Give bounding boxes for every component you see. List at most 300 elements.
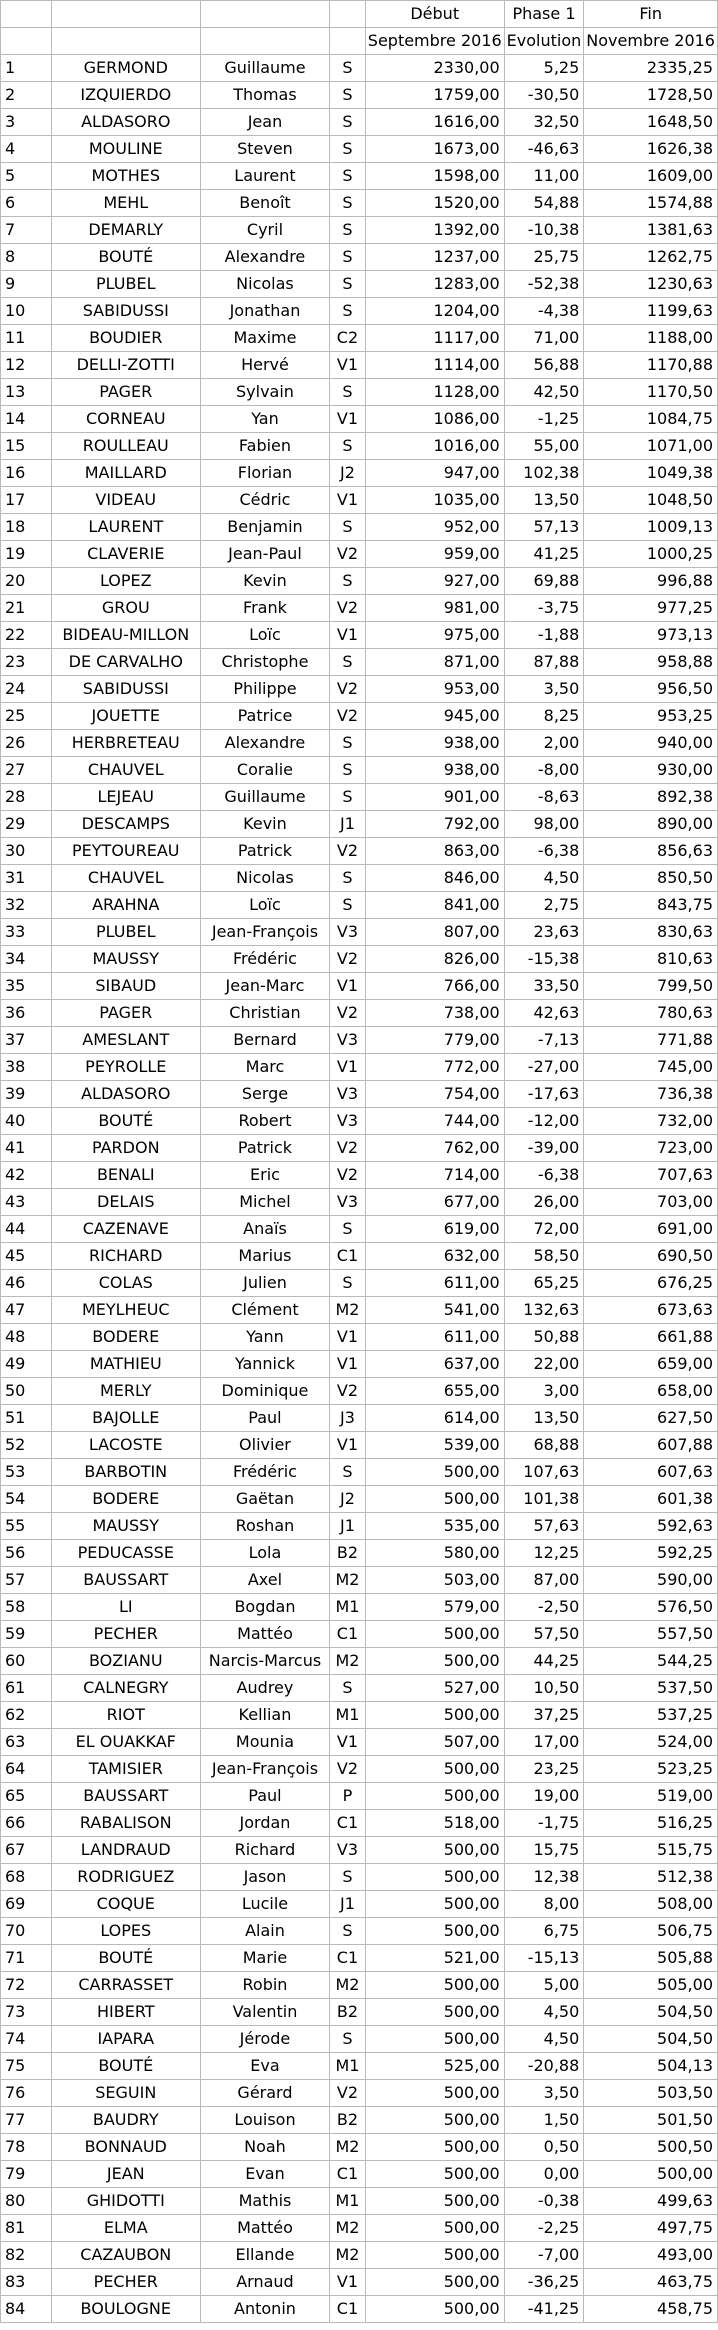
evolution-value-cell: 3,50 xyxy=(504,676,584,703)
firstname-cell: Serge xyxy=(200,1081,329,1108)
start-value-cell: 500,00 xyxy=(365,2242,504,2269)
end-value-cell: 601,38 xyxy=(584,1486,718,1513)
lastname-cell: CARRASSET xyxy=(51,1972,200,1999)
category-cell: V3 xyxy=(330,919,366,946)
table-row xyxy=(1,919,718,946)
table-row xyxy=(1,1918,718,1945)
table-row xyxy=(1,1432,718,1459)
start-value-cell: 535,00 xyxy=(365,1513,504,1540)
evolution-value-cell: 13,50 xyxy=(504,487,584,514)
start-value-cell: 938,00 xyxy=(365,757,504,784)
firstname-cell: Lola xyxy=(200,1540,329,1567)
category-cell: S xyxy=(330,649,366,676)
rank-cell: 9 xyxy=(1,271,52,298)
evolution-value-cell: -7,00 xyxy=(504,2242,584,2269)
lastname-cell: PAGER xyxy=(51,1000,200,1027)
table-row xyxy=(1,1297,718,1324)
lastname-cell: DELLI-ZOTTI xyxy=(51,352,200,379)
table-row xyxy=(1,1513,718,1540)
category-cell: V3 xyxy=(330,1108,366,1135)
rank-cell: 17 xyxy=(1,487,52,514)
evolution-value-cell: -10,38 xyxy=(504,217,584,244)
category-cell: S xyxy=(330,568,366,595)
lastname-cell: COQUE xyxy=(51,1891,200,1918)
lastname-cell: PEYTOUREAU xyxy=(51,838,200,865)
end-value-cell: 557,50 xyxy=(584,1621,718,1648)
firstname-cell: Frank xyxy=(200,595,329,622)
firstname-cell: Marc xyxy=(200,1054,329,1081)
evolution-value-cell: 6,75 xyxy=(504,1918,584,1945)
evolution-value-cell: 57,63 xyxy=(504,1513,584,1540)
lastname-cell: BENALI xyxy=(51,1162,200,1189)
firstname-cell: Lucile xyxy=(200,1891,329,1918)
end-value-cell: 544,25 xyxy=(584,1648,718,1675)
category-cell: S xyxy=(330,1918,366,1945)
header-cell-category xyxy=(330,1,366,28)
firstname-cell: Jean-Marc xyxy=(200,973,329,1000)
category-cell: V2 xyxy=(330,1135,366,1162)
firstname-cell: Audrey xyxy=(200,1675,329,1702)
firstname-cell: Axel xyxy=(200,1567,329,1594)
end-value-cell: 973,13 xyxy=(584,622,718,649)
start-value-cell: 952,00 xyxy=(365,514,504,541)
firstname-cell: Patrice xyxy=(200,703,329,730)
lastname-cell: LAURENT xyxy=(51,514,200,541)
table-row xyxy=(1,271,718,298)
rank-cell: 29 xyxy=(1,811,52,838)
evolution-value-cell: -12,00 xyxy=(504,1108,584,1135)
end-value-cell: 519,00 xyxy=(584,1783,718,1810)
lastname-cell: PAGER xyxy=(51,379,200,406)
table-row xyxy=(1,1945,718,1972)
end-value-cell: 515,75 xyxy=(584,1837,718,1864)
firstname-cell: Paul xyxy=(200,1405,329,1432)
evolution-value-cell: -17,63 xyxy=(504,1081,584,1108)
end-value-cell: 673,63 xyxy=(584,1297,718,1324)
rank-cell: 39 xyxy=(1,1081,52,1108)
lastname-cell: SEGUIN xyxy=(51,2080,200,2107)
firstname-cell: Guillaume xyxy=(200,784,329,811)
category-cell: V1 xyxy=(330,1432,366,1459)
firstname-cell: Arnaud xyxy=(200,2269,329,2296)
rank-cell: 1 xyxy=(1,55,52,82)
firstname-cell: Cédric xyxy=(200,487,329,514)
start-value-cell: 503,00 xyxy=(365,1567,504,1594)
evolution-value-cell: -4,38 xyxy=(504,298,584,325)
lastname-cell: IAPARA xyxy=(51,2026,200,2053)
evolution-value-cell: 12,38 xyxy=(504,1864,584,1891)
firstname-cell: Jean xyxy=(200,109,329,136)
lastname-cell: LACOSTE xyxy=(51,1432,200,1459)
start-value-cell: 981,00 xyxy=(365,595,504,622)
category-cell: V1 xyxy=(330,406,366,433)
start-value-cell: 527,00 xyxy=(365,1675,504,1702)
table-row xyxy=(1,946,718,973)
table-row xyxy=(1,1621,718,1648)
start-value-cell: 580,00 xyxy=(365,1540,504,1567)
rank-cell: 83 xyxy=(1,2269,52,2296)
end-value-cell: 810,63 xyxy=(584,946,718,973)
table-row xyxy=(1,325,718,352)
evolution-value-cell: 37,25 xyxy=(504,1702,584,1729)
firstname-cell: Marie xyxy=(200,1945,329,1972)
firstname-cell: Nicolas xyxy=(200,271,329,298)
evolution-value-cell: 8,25 xyxy=(504,703,584,730)
evolution-value-cell: -3,75 xyxy=(504,595,584,622)
start-value-cell: 637,00 xyxy=(365,1351,504,1378)
end-value-cell: 843,75 xyxy=(584,892,718,919)
end-value-cell: 732,00 xyxy=(584,1108,718,1135)
firstname-cell: Robin xyxy=(200,1972,329,1999)
category-cell: P xyxy=(330,1783,366,1810)
lastname-cell: PLUBEL xyxy=(51,919,200,946)
evolution-value-cell: -1,88 xyxy=(504,622,584,649)
category-cell: V1 xyxy=(330,1729,366,1756)
table-row xyxy=(1,1810,718,1837)
evolution-value-cell: 69,88 xyxy=(504,568,584,595)
lastname-cell: BOULOGNE xyxy=(51,2296,200,2323)
end-value-cell: 977,25 xyxy=(584,595,718,622)
firstname-cell: Bogdan xyxy=(200,1594,329,1621)
table-row xyxy=(1,460,718,487)
end-value-cell: 1626,38 xyxy=(584,136,718,163)
table-row xyxy=(1,1189,718,1216)
end-value-cell: 1170,50 xyxy=(584,379,718,406)
rank-cell: 28 xyxy=(1,784,52,811)
header-cell-rank xyxy=(1,28,52,55)
lastname-cell: DESCAMPS xyxy=(51,811,200,838)
category-cell: S xyxy=(330,1216,366,1243)
start-value-cell: 792,00 xyxy=(365,811,504,838)
end-value-cell: 2335,25 xyxy=(584,55,718,82)
evolution-value-cell: 72,00 xyxy=(504,1216,584,1243)
end-value-cell: 592,63 xyxy=(584,1513,718,1540)
category-cell: M2 xyxy=(330,2242,366,2269)
start-value-cell: 738,00 xyxy=(365,1000,504,1027)
end-value-cell: 1049,38 xyxy=(584,460,718,487)
evolution-value-cell: 26,00 xyxy=(504,1189,584,1216)
firstname-cell: Julien xyxy=(200,1270,329,1297)
rank-cell: 19 xyxy=(1,541,52,568)
start-value-cell: 500,00 xyxy=(365,2269,504,2296)
rank-cell: 10 xyxy=(1,298,52,325)
evolution-value-cell: -27,00 xyxy=(504,1054,584,1081)
firstname-cell: Benjamin xyxy=(200,514,329,541)
evolution-value-cell: 57,50 xyxy=(504,1621,584,1648)
end-value-cell: 1084,75 xyxy=(584,406,718,433)
lastname-cell: SABIDUSSI xyxy=(51,298,200,325)
rank-cell: 21 xyxy=(1,595,52,622)
table-row xyxy=(1,2107,718,2134)
rank-cell: 82 xyxy=(1,2242,52,2269)
rank-cell: 33 xyxy=(1,919,52,946)
start-value-cell: 754,00 xyxy=(365,1081,504,1108)
rank-cell: 27 xyxy=(1,757,52,784)
header-cell-firstname xyxy=(200,28,329,55)
end-value-cell: 607,88 xyxy=(584,1432,718,1459)
lastname-cell: BAUSSART xyxy=(51,1567,200,1594)
firstname-cell: Ellande xyxy=(200,2242,329,2269)
table-row xyxy=(1,1000,718,1027)
lastname-cell: BIDEAU-MILLON xyxy=(51,622,200,649)
table-row xyxy=(1,973,718,1000)
firstname-cell: Steven xyxy=(200,136,329,163)
start-value-cell: 500,00 xyxy=(365,1621,504,1648)
end-value-cell: 930,00 xyxy=(584,757,718,784)
table-header xyxy=(1,1,718,55)
end-value-cell: 524,00 xyxy=(584,1729,718,1756)
table-row xyxy=(1,1648,718,1675)
table-row xyxy=(1,2161,718,2188)
lastname-cell: DEMARLY xyxy=(51,217,200,244)
end-value-cell: 676,25 xyxy=(584,1270,718,1297)
firstname-cell: Alain xyxy=(200,1918,329,1945)
rank-cell: 80 xyxy=(1,2188,52,2215)
end-value-cell: 458,75 xyxy=(584,2296,718,2323)
category-cell: V1 xyxy=(330,1351,366,1378)
rank-cell: 65 xyxy=(1,1783,52,1810)
table-row xyxy=(1,1972,718,1999)
category-cell: J1 xyxy=(330,1513,366,1540)
start-value-cell: 959,00 xyxy=(365,541,504,568)
rank-cell: 78 xyxy=(1,2134,52,2161)
category-cell: S xyxy=(330,865,366,892)
category-cell: J1 xyxy=(330,811,366,838)
start-value-cell: 945,00 xyxy=(365,703,504,730)
table-row xyxy=(1,2269,718,2296)
lastname-cell: DE CARVALHO xyxy=(51,649,200,676)
end-value-cell: 497,75 xyxy=(584,2215,718,2242)
rank-cell: 66 xyxy=(1,1810,52,1837)
category-cell: S xyxy=(330,757,366,784)
rank-cell: 42 xyxy=(1,1162,52,1189)
lastname-cell: CHAUVEL xyxy=(51,865,200,892)
rank-cell: 25 xyxy=(1,703,52,730)
start-value-cell: 500,00 xyxy=(365,1864,504,1891)
firstname-cell: Philippe xyxy=(200,676,329,703)
start-value-cell: 611,00 xyxy=(365,1324,504,1351)
category-cell: S xyxy=(330,55,366,82)
evolution-value-cell: 58,50 xyxy=(504,1243,584,1270)
firstname-cell: Louison xyxy=(200,2107,329,2134)
evolution-value-cell: 54,88 xyxy=(504,190,584,217)
table-row xyxy=(1,55,718,82)
evolution-value-cell: 25,75 xyxy=(504,244,584,271)
start-value-cell: 841,00 xyxy=(365,892,504,919)
table-row xyxy=(1,730,718,757)
category-cell: V1 xyxy=(330,487,366,514)
firstname-cell: Anaïs xyxy=(200,1216,329,1243)
table-row xyxy=(1,514,718,541)
table-row xyxy=(1,703,718,730)
category-cell: S xyxy=(330,433,366,460)
start-value-cell: 500,00 xyxy=(365,1783,504,1810)
end-value-cell: 780,63 xyxy=(584,1000,718,1027)
evolution-value-cell: 41,25 xyxy=(504,541,584,568)
lastname-cell: RODRIGUEZ xyxy=(51,1864,200,1891)
evolution-value-cell: 98,00 xyxy=(504,811,584,838)
rank-cell: 58 xyxy=(1,1594,52,1621)
lastname-cell: BOUTÉ xyxy=(51,244,200,271)
rank-cell: 15 xyxy=(1,433,52,460)
category-cell: B2 xyxy=(330,1999,366,2026)
rank-cell: 13 xyxy=(1,379,52,406)
start-value-cell: 1237,00 xyxy=(365,244,504,271)
evolution-value-cell: 101,38 xyxy=(504,1486,584,1513)
lastname-cell: PLUBEL xyxy=(51,271,200,298)
evolution-value-cell: -15,38 xyxy=(504,946,584,973)
category-cell: C1 xyxy=(330,2296,366,2323)
header-cell-phase: Phase 1 xyxy=(504,1,584,28)
lastname-cell: HERBRETEAU xyxy=(51,730,200,757)
rank-cell: 20 xyxy=(1,568,52,595)
start-value-cell: 779,00 xyxy=(365,1027,504,1054)
start-value-cell: 947,00 xyxy=(365,460,504,487)
evolution-value-cell: 13,50 xyxy=(504,1405,584,1432)
table-row xyxy=(1,298,718,325)
rank-cell: 60 xyxy=(1,1648,52,1675)
start-value-cell: 579,00 xyxy=(365,1594,504,1621)
rank-cell: 63 xyxy=(1,1729,52,1756)
start-value-cell: 744,00 xyxy=(365,1108,504,1135)
lastname-cell: BARBOTIN xyxy=(51,1459,200,1486)
start-value-cell: 1086,00 xyxy=(365,406,504,433)
header-cell-start-date: Septembre 2016 xyxy=(365,28,504,55)
evolution-value-cell: -15,13 xyxy=(504,1945,584,1972)
start-value-cell: 619,00 xyxy=(365,1216,504,1243)
table-row xyxy=(1,1540,718,1567)
end-value-cell: 1609,00 xyxy=(584,163,718,190)
rank-cell: 45 xyxy=(1,1243,52,1270)
category-cell: V3 xyxy=(330,1081,366,1108)
firstname-cell: Gaëtan xyxy=(200,1486,329,1513)
start-value-cell: 1598,00 xyxy=(365,163,504,190)
category-cell: J3 xyxy=(330,1405,366,1432)
rank-cell: 72 xyxy=(1,1972,52,1999)
firstname-cell: Michel xyxy=(200,1189,329,1216)
lastname-cell: TAMISIER xyxy=(51,1756,200,1783)
firstname-cell: Robert xyxy=(200,1108,329,1135)
evolution-value-cell: 42,63 xyxy=(504,1000,584,1027)
evolution-value-cell: -6,38 xyxy=(504,838,584,865)
table-row xyxy=(1,163,718,190)
category-cell: C1 xyxy=(330,1945,366,1972)
start-value-cell: 762,00 xyxy=(365,1135,504,1162)
rank-cell: 36 xyxy=(1,1000,52,1027)
rank-cell: 18 xyxy=(1,514,52,541)
category-cell: B2 xyxy=(330,2107,366,2134)
firstname-cell: Jean-François xyxy=(200,919,329,946)
evolution-value-cell: 15,75 xyxy=(504,1837,584,1864)
start-value-cell: 1016,00 xyxy=(365,433,504,460)
evolution-value-cell: 4,50 xyxy=(504,2026,584,2053)
evolution-value-cell: 2,00 xyxy=(504,730,584,757)
end-value-cell: 771,88 xyxy=(584,1027,718,1054)
firstname-cell: Mounia xyxy=(200,1729,329,1756)
table-row xyxy=(1,1486,718,1513)
evolution-value-cell: 68,88 xyxy=(504,1432,584,1459)
lastname-cell: RIOT xyxy=(51,1702,200,1729)
start-value-cell: 714,00 xyxy=(365,1162,504,1189)
evolution-value-cell: -1,25 xyxy=(504,406,584,433)
table-row xyxy=(1,1864,718,1891)
start-value-cell: 927,00 xyxy=(365,568,504,595)
category-cell: S xyxy=(330,244,366,271)
end-value-cell: 592,25 xyxy=(584,1540,718,1567)
evolution-value-cell: 22,00 xyxy=(504,1351,584,1378)
category-cell: V1 xyxy=(330,352,366,379)
lastname-cell: GERMOND xyxy=(51,55,200,82)
lastname-cell: CORNEAU xyxy=(51,406,200,433)
category-cell: M1 xyxy=(330,1702,366,1729)
lastname-cell: GROU xyxy=(51,595,200,622)
evolution-value-cell: 0,50 xyxy=(504,2134,584,2161)
start-value-cell: 541,00 xyxy=(365,1297,504,1324)
lastname-cell: MERLY xyxy=(51,1378,200,1405)
category-cell: S xyxy=(330,784,366,811)
rank-cell: 55 xyxy=(1,1513,52,1540)
evolution-value-cell: 11,00 xyxy=(504,163,584,190)
lastname-cell: MAILLARD xyxy=(51,460,200,487)
table-row xyxy=(1,244,718,271)
table-row xyxy=(1,838,718,865)
end-value-cell: 499,63 xyxy=(584,2188,718,2215)
category-cell: S xyxy=(330,163,366,190)
rank-cell: 48 xyxy=(1,1324,52,1351)
start-value-cell: 632,00 xyxy=(365,1243,504,1270)
table-row xyxy=(1,217,718,244)
start-value-cell: 1283,00 xyxy=(365,271,504,298)
firstname-cell: Jérode xyxy=(200,2026,329,2053)
rank-cell: 38 xyxy=(1,1054,52,1081)
end-value-cell: 996,88 xyxy=(584,568,718,595)
category-cell: S xyxy=(330,190,366,217)
table-row xyxy=(1,433,718,460)
table-row xyxy=(1,2296,718,2323)
end-value-cell: 506,75 xyxy=(584,1918,718,1945)
rank-cell: 73 xyxy=(1,1999,52,2026)
firstname-cell: Jean-Paul xyxy=(200,541,329,568)
evolution-value-cell: 4,50 xyxy=(504,865,584,892)
start-value-cell: 863,00 xyxy=(365,838,504,865)
end-value-cell: 1728,50 xyxy=(584,82,718,109)
evolution-value-cell: 5,25 xyxy=(504,55,584,82)
start-value-cell: 826,00 xyxy=(365,946,504,973)
start-value-cell: 500,00 xyxy=(365,1648,504,1675)
end-value-cell: 1262,75 xyxy=(584,244,718,271)
category-cell: V1 xyxy=(330,1054,366,1081)
table-row xyxy=(1,1027,718,1054)
end-value-cell: 1230,63 xyxy=(584,271,718,298)
table-row xyxy=(1,352,718,379)
lastname-cell: IZQUIERDO xyxy=(51,82,200,109)
rank-cell: 53 xyxy=(1,1459,52,1486)
evolution-value-cell: 107,63 xyxy=(504,1459,584,1486)
start-value-cell: 766,00 xyxy=(365,973,504,1000)
end-value-cell: 504,13 xyxy=(584,2053,718,2080)
firstname-cell: Christian xyxy=(200,1000,329,1027)
evolution-value-cell: -39,00 xyxy=(504,1135,584,1162)
rank-cell: 40 xyxy=(1,1108,52,1135)
start-value-cell: 953,00 xyxy=(365,676,504,703)
table-row xyxy=(1,1783,718,1810)
category-cell: S xyxy=(330,892,366,919)
lastname-cell: ALDASORO xyxy=(51,1081,200,1108)
evolution-value-cell: -30,50 xyxy=(504,82,584,109)
end-value-cell: 830,63 xyxy=(584,919,718,946)
lastname-cell: ELMA xyxy=(51,2215,200,2242)
end-value-cell: 505,00 xyxy=(584,1972,718,1999)
